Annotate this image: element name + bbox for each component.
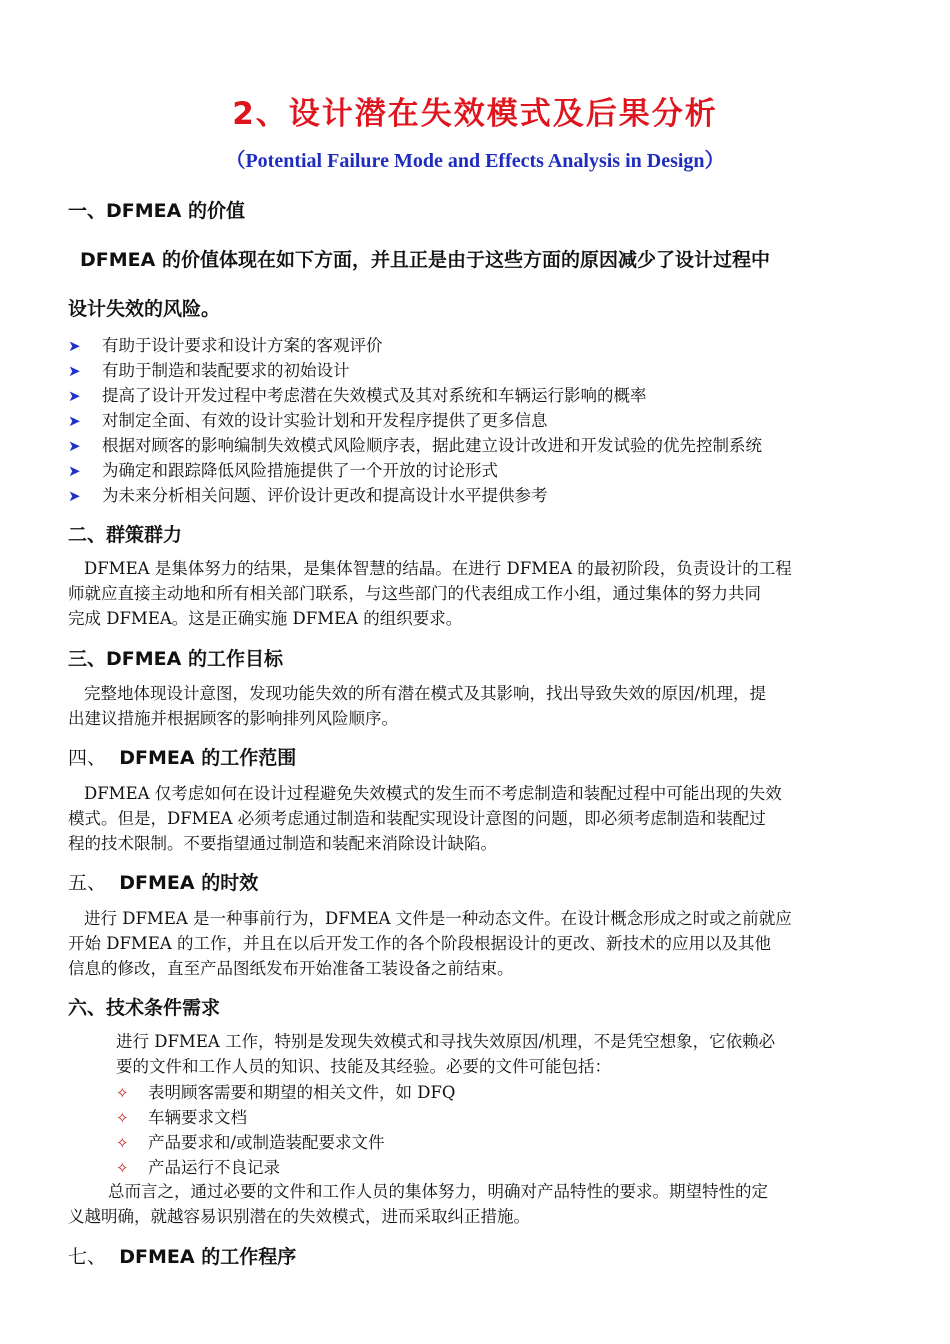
diamond-bullet-icon: ✧ [116, 1084, 129, 1102]
section-heading-scope: 四、 DFMEA 的工作范围 [68, 747, 297, 769]
diamond-bullet-icon: ✧ [116, 1109, 129, 1127]
lead-line-1: DFMEA 的价值体现在如下方面，并且正是由于这些方面的原因减少了设计过程中 [80, 249, 770, 271]
paragraph-line: 要的文件和工作人员的知识、技能及其经验。必要的文件可能包括： [116, 1057, 611, 1076]
page-subtitle: （Potential Failure Mode and Effects Analysis in Design） [225, 150, 725, 172]
lead-line-2: 设计失效的风险。 [68, 298, 221, 320]
paragraph-line: 信息的修改，直至产品图纸发布开始准备工装设备之前结束。 [68, 959, 514, 978]
list-item: ➤ 根据对顾客的影响编制失效模式风险顺序表，据此建立设计改进和开发试验的优先控制系统 [68, 436, 762, 455]
paragraph-line: 进行 DFMEA 工作，特别是发现失效模式和寻找失效原因/机理，不是凭空想象，它依赖必 [116, 1032, 776, 1051]
paragraph-line: DFMEA 是集体努力的结果，是集体智慧的结晶。在进行 DFMEA 的最初阶段，负责设计的工程 [84, 559, 792, 578]
list-item: ➤ 为未来分析相关问题、评价设计更改和提高设计水平提供参考 [68, 486, 548, 505]
list-item: ✧ 产品要求和/或制造装配要求文件 [116, 1133, 385, 1152]
list-item: ➤ 为确定和跟踪降低风险措施提供了一个开放的讨论形式 [68, 461, 498, 480]
paragraph-line: 义越明确，就越容易识别潜在的失效模式，进而采取纠正措施。 [68, 1207, 530, 1226]
list-item: ✧ 车辆要求文档 [116, 1108, 247, 1127]
paragraph-line: 出建议措施并根据顾客的影响排列风险顺序。 [68, 709, 398, 728]
list-item: ➤ 对制定全面、有效的设计实验计划和开发程序提供了更多信息 [68, 411, 548, 430]
list-item: ➤ 有助于制造和装配要求的初始设计 [68, 361, 350, 380]
arrow-bullet-icon: ➤ [68, 387, 81, 405]
arrow-bullet-icon: ➤ [68, 362, 81, 380]
page-title: 2、设计潜在失效模式及后果分析 [232, 96, 718, 132]
section-heading-procedure: 七、 DFMEA 的工作程序 [68, 1246, 297, 1268]
paragraph-line: 开始 DFMEA 的工作，并且在以后开发工作的各个阶段根据设计的更改、新技术的应用以及其他 [68, 934, 772, 953]
arrow-bullet-icon: ➤ [68, 487, 81, 505]
paragraph-line: 总而言之，通过必要的文件和工作人员的集体努力，明确对产品特性的要求。期望特性的定 [108, 1182, 768, 1201]
section-heading-goal: 三、DFMEA 的工作目标 [68, 648, 283, 670]
section-heading-value: 一、DFMEA 的价值 [68, 200, 245, 222]
arrow-bullet-icon: ➤ [68, 337, 81, 355]
section-heading-teamwork: 二、群策群力 [68, 524, 183, 546]
paragraph-line: 程的技术限制。不要指望通过制造和装配来消除设计缺陷。 [68, 834, 497, 853]
paragraph-line: 完整地体现设计意图，发现功能失效的所有潜在模式及其影响，找出导致失效的原因/机理，提 [84, 684, 767, 703]
section-heading-requirements: 六、技术条件需求 [68, 997, 221, 1019]
paragraph-line: DFMEA 仅考虑如何在设计过程避免失效模式的发生而不考虑制造和装配过程中可能出现的失效 [84, 784, 782, 803]
list-item: ➤ 提高了设计开发过程中考虑潜在失效模式及其对系统和车辆运行影响的概率 [68, 386, 647, 405]
arrow-bullet-icon: ➤ [68, 462, 81, 480]
list-item: ✧ 表明顾客需要和期望的相关文件，如 DFQ [116, 1083, 456, 1102]
diamond-bullet-icon: ✧ [116, 1159, 129, 1177]
arrow-bullet-icon: ➤ [68, 437, 81, 455]
list-item: ➤ 有助于设计要求和设计方案的客观评价 [68, 336, 383, 355]
paragraph-line: 师就应直接主动地和所有相关部门联系，与这些部门的代表组成工作小组，通过集体的努力共同 [68, 584, 761, 603]
arrow-bullet-icon: ➤ [68, 412, 81, 430]
paragraph-line: 完成 DFMEA。这是正确实施 DFMEA 的组织要求。 [68, 609, 463, 628]
diamond-bullet-icon: ✧ [116, 1134, 129, 1152]
list-item: ✧ 产品运行不良记录 [116, 1158, 280, 1177]
paragraph-line: 模式。但是，DFMEA 必须考虑通过制造和装配实现设计意图的问题，即必须考虑制造和装配过 [68, 809, 766, 828]
section-heading-timing: 五、 DFMEA 的时效 [68, 872, 259, 894]
paragraph-line: 进行 DFMEA 是一种事前行为，DFMEA 文件是一种动态文件。在设计概念形成之时或之前就应 [84, 909, 792, 928]
